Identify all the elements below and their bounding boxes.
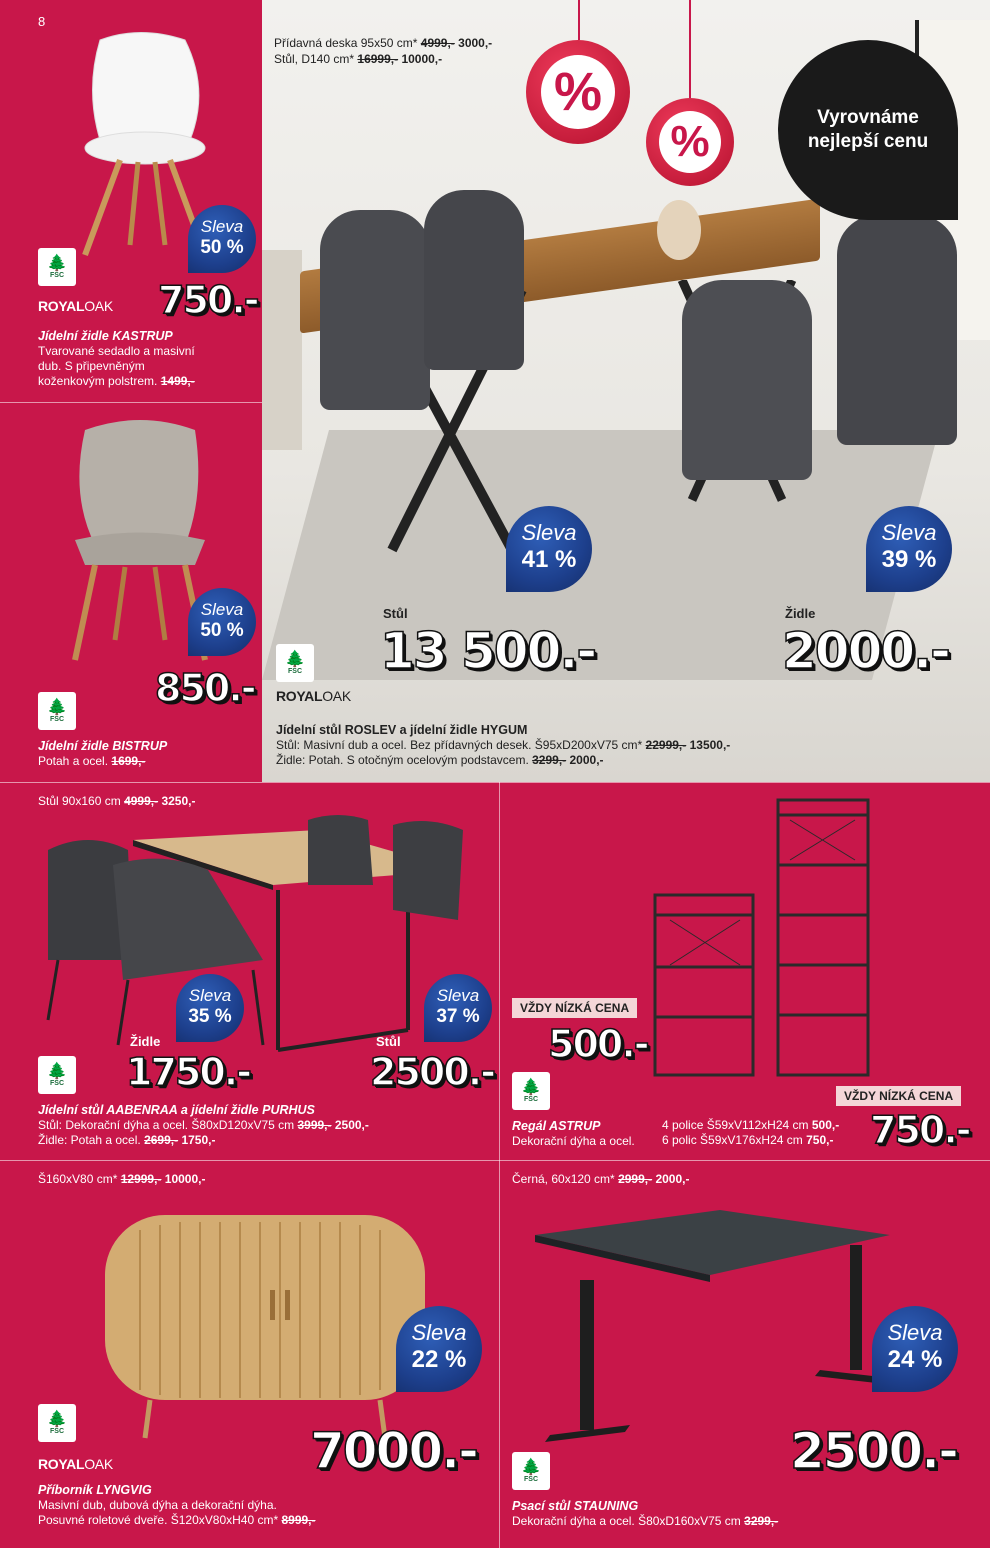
fsc-logo: 🌲 FSC [38, 1056, 76, 1094]
percent-tag: % [646, 98, 734, 186]
table-label: Stůl [383, 606, 408, 621]
variant-price: 500,- [811, 1118, 840, 1132]
new-price: 13500,- [689, 738, 731, 752]
divider [0, 1160, 990, 1161]
old-price: 1499,- [160, 374, 195, 388]
price-aabenraa-table: 2500.- [370, 1050, 494, 1094]
fsc-logo: 🌲 FSC [512, 1452, 550, 1490]
variant-label: Černá, 60x120 cm* [512, 1172, 615, 1186]
new-price: 1750,- [181, 1133, 216, 1147]
product-desc: koženkovým polstrem. [38, 374, 158, 388]
old-price: 3299,- [744, 1514, 779, 1528]
astrup-shelf-image [650, 795, 880, 1080]
table-variant-label: Stůl 90x160 cm [38, 794, 121, 808]
new-price: 2000,- [569, 753, 604, 767]
price-astrup-4: 500.- [548, 1022, 648, 1066]
royal-oak-logo: ROYALOAK [38, 298, 113, 314]
divider [0, 402, 262, 403]
product-desc: Židle: Potah. S otočným ocelovým podstavcem. [276, 753, 529, 767]
old-price: 2999,- [618, 1172, 653, 1186]
new-price: 3000,- [458, 36, 493, 50]
discount-badge: Sleva 22 % [396, 1306, 482, 1392]
old-price: 3999,- [297, 1118, 332, 1132]
product-desc: Posuvné roletové dveře. Š120xV80xH40 cm* [38, 1513, 279, 1527]
percent-tag: % [526, 40, 630, 144]
divider [0, 782, 990, 783]
price-lyngvig: 7000.- [310, 1422, 477, 1480]
price-roslev-table: 13 500.- [380, 622, 596, 680]
old-price: 1699,- [111, 754, 146, 768]
variant-price: 750,- [806, 1133, 834, 1147]
royal-oak-logo: ROYALOAK [276, 688, 351, 704]
fsc-logo: 🌲 FSC [276, 644, 314, 682]
table-label: Stůl [376, 1034, 401, 1049]
chair-label: Židle [130, 1034, 161, 1049]
fsc-logo: 🌲 FSC [38, 1404, 76, 1442]
product-desc: Dekorační dýha a ocel. [512, 1134, 635, 1148]
new-price: 3250,- [161, 794, 196, 808]
royal-oak-logo: ROYALOAK [38, 1456, 113, 1472]
old-price: 16999,- [357, 52, 399, 66]
product-title: Jídelní stůl ROSLEV a jídelní židle HYGUM [276, 723, 528, 737]
product-title: Jídelní židle KASTRUP [38, 329, 173, 343]
new-price: 2000,- [655, 1172, 690, 1186]
product-desc: Dekorační dýha a ocel. Š80xD160xV75 cm [512, 1514, 741, 1528]
old-price: 2699,- [144, 1133, 179, 1147]
page-number: 8 [38, 14, 46, 29]
product-title: Jídelní stůl AABENRAA a jídelní židle PURHUS [38, 1103, 315, 1117]
price-kastrup: 750.- [158, 278, 258, 322]
product-title: Regál ASTRUP [512, 1119, 601, 1133]
price-match-bubble: Vyrovnáme nejlepší cenu [778, 40, 958, 220]
low-price-tag: VŽDY NÍZKÁ CENA [836, 1086, 961, 1106]
discount-badge-chair: Sleva 35 % [176, 974, 244, 1042]
product-desc: Židle: Potah a ocel. [38, 1133, 141, 1147]
price-hygum-chair: 2000.- [782, 622, 949, 680]
discount-badge-table: Sleva 37 % [424, 974, 492, 1042]
divider [499, 782, 500, 1548]
discount-badge: Sleva 50 % [188, 588, 256, 656]
extra-board-label: Přídavná deska 95x50 cm* [274, 36, 418, 50]
product-desc: Tvarované sedadlo a masivní [38, 344, 195, 358]
old-price: 12999,- [120, 1172, 162, 1186]
variant-label: Š160xV80 cm* [38, 1172, 118, 1186]
price-bistrup: 850.- [155, 666, 255, 710]
fsc-logo: 🌲 FSC [38, 248, 76, 286]
fsc-logo: 🌲 FSC [512, 1072, 550, 1110]
product-desc: dub. S připevněným [38, 359, 145, 373]
variant-label: 6 polic Š59xV176xH24 cm [662, 1133, 803, 1147]
product-title: Příborník LYNGVIG [38, 1483, 152, 1497]
product-desc: Stůl: Dekorační dýha a ocel. Š80xD120xV75 cm [38, 1118, 295, 1132]
discount-badge-table: Sleva 41 % [506, 506, 592, 592]
price-purhus-chair: 1750.- [126, 1050, 250, 1094]
aabenraa-set-image [38, 810, 488, 1060]
lyngvig-sideboard-image [100, 1210, 430, 1440]
price-stauning: 2500.- [790, 1422, 957, 1480]
old-price: 8999,- [281, 1513, 316, 1527]
price-astrup-6: 750.- [870, 1108, 970, 1152]
discount-badge: Sleva 50 % [188, 205, 256, 273]
new-price: 10000,- [164, 1172, 206, 1186]
product-title: Jídelní židle BISTRUP [38, 739, 168, 753]
new-price: 10000,- [401, 52, 443, 66]
fsc-logo: 🌲 FSC [38, 692, 76, 730]
product-desc: Potah a ocel. [38, 754, 109, 768]
chair-label: Židle [785, 606, 816, 621]
product-desc: Stůl: Masivní dub a ocel. Bez přídavných desek. Š95xD200xV75 cm* [276, 738, 643, 752]
old-price: 3299,- [532, 753, 567, 767]
old-price: 4999,- [124, 794, 159, 808]
low-price-tag: VŽDY NÍZKÁ CENA [512, 998, 637, 1018]
discount-badge: Sleva 24 % [872, 1306, 958, 1392]
new-price: 2500,- [334, 1118, 369, 1132]
variant-label: 4 police Š59xV112xH24 cm [662, 1118, 809, 1132]
product-title: Psací stůl STAUNING [512, 1499, 639, 1513]
old-price: 22999,- [645, 738, 687, 752]
product-desc: Masivní dub, dubová dýha a dekorační dýha. [38, 1498, 277, 1512]
discount-badge-chair: Sleva 39 % [866, 506, 952, 592]
old-price: 4999,- [420, 36, 455, 50]
table-variant-label: Stůl, D140 cm* [274, 52, 355, 66]
